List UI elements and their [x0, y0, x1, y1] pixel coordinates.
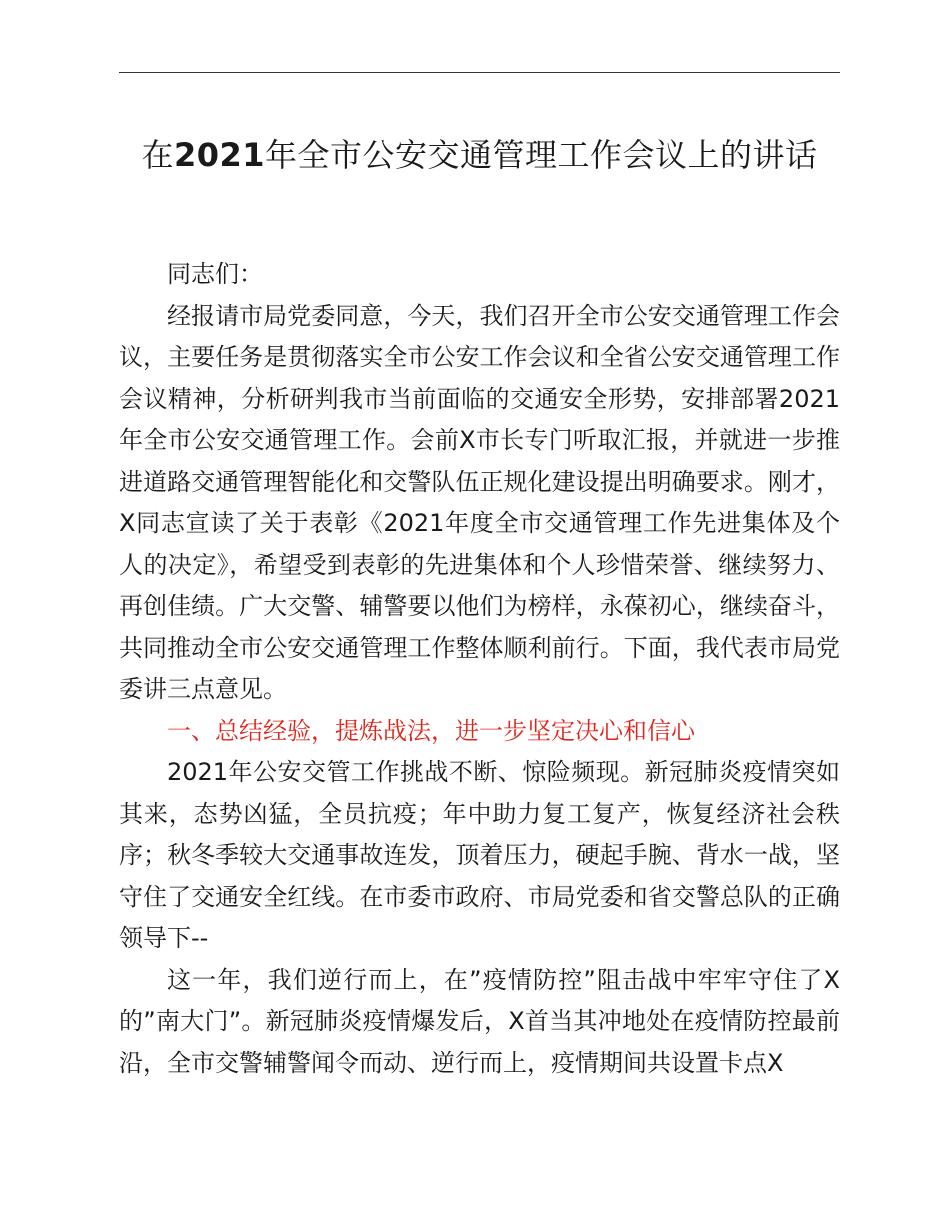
salutation: 同志们： — [167, 260, 263, 288]
paragraph-intro: 经报请市局党委同意，今天，我们召开全市公安交通管理工作会议，主要任务是贯彻落实全市公安工作会议和全省公安交通管理工作会议精神，分析研判我市当前面临的交通安全形势，安排部署2021年全市公安交通管理工作。会前X市长专门听取汇报，并就进一步推进道路交通管理智能化和交警队伍正规化建设提出明确要求。刚才，X同志宣读了关于表彰《2021年度全市交通管理工作先进集体及个人的决定》，希望受到表彰的先进集体和个人珍惜荣誉、继续努力、再创佳绩。广大交警、辅警要以他们为榜样，永葆初心，继续奋斗，共同推动全市公安交通管理工作整体顺利前行。下面，我代表市局党委讲三点意见。 — [119, 301, 840, 703]
paragraph-summary: 2021年公安交管工作挑战不断、惊险频现。新冠肺炎疫情突如其来，态势凶猛，全员抗疫；年中助力复工复产，恢复经济社会秩序；秋冬季较大交通事故连发，顶着压力，硬起手腕、背水一战，坚守住了交通安全红线。在市委市政府、市局党委和省交警总队的正确领导下-- — [119, 758, 840, 952]
header-rule — [119, 72, 840, 73]
paragraph-epidemic: 这一年，我们逆行而上，在”疫情防控”阻击战中牢牢守住了X的”南大门”。新冠肺炎疫情爆发后，X首当其冲地处在疫情防控最前沿，全市交警辅警闻令而动、逆行而上，疫情期间共设置卡点X — [119, 965, 840, 1077]
title-year: 2021 — [173, 136, 266, 174]
title-prefix: 在 — [141, 136, 174, 174]
document-title — [119, 130, 840, 180]
section-heading-1: 一、总结经验，提炼战法，进一步坚定决心和信心 — [167, 716, 695, 745]
document-body — [119, 254, 840, 1084]
title-rest: 年全市公安交通管理工作会议上的讲话 — [265, 136, 818, 174]
